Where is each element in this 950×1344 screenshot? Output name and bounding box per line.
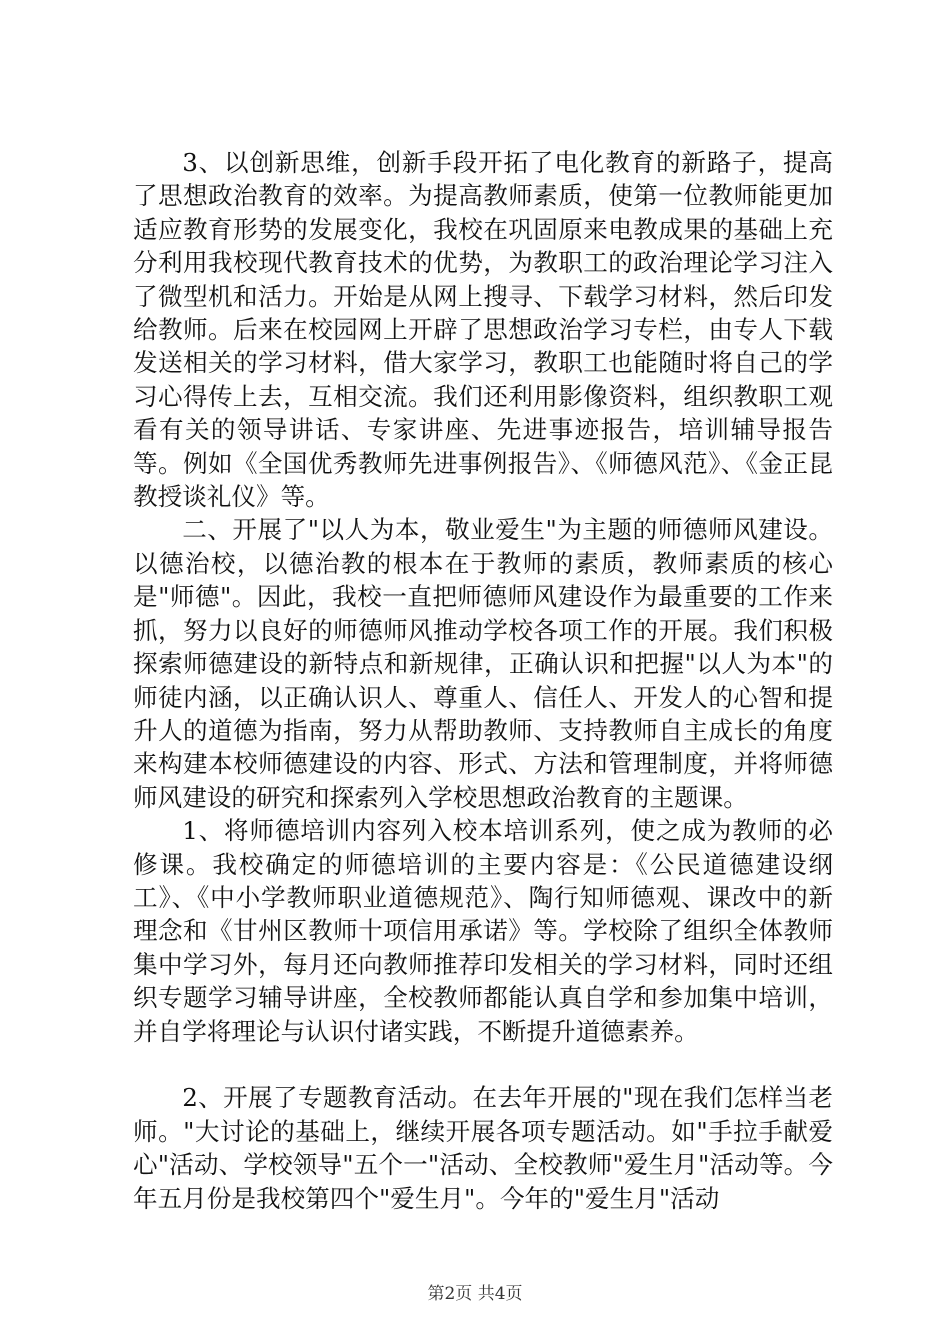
paragraph-training: 1、将师德培训内容列入校本培训系列，使之成为教师的必修课。我校确定的师德培训的主要内容是：《公民道德建设纲工》、《中小学教师职业道德规范》、陶行知师德观、课改中的新理念和《甘州区教师十项信用承诺》等。学校除了组织全体教师集中学习外，每月还向教师推荐印发相关的学习材料，同时还组织专题学习辅导讲座，全校教师都能认真自学和参加集中培训，并自学将理论与认识付诸实践，不断提升道德素养。 (133, 816, 833, 1046)
body-text (133, 146, 833, 1215)
paragraph-e-learning: 3、以创新思维，创新手段开拓了电化教育的新路子，提高了思想政治教育的效率。为提高教师素质，使第一位教师能更加适应教育形势的发展变化，我校在巩固原来电教成果的基础上充分利用我校现代教育技术的优势，为教职工的政治理论学习注入了微型机和活力。开始是从网上搜寻、下载学习材料，然后印发给教师。后来在校园网上开辟了思想政治学习专栏，由专人下载发送相关的学习材料，借大家学习，教职工也能随时将自己的学习心得传上去，互相交流。我们还利用影像资料，组织教职工观看有关的领导讲话、专家讲座、先进事迹报告，培训辅导报告等。例如《全国优秀教师先进事例报告》、《师德风范》、《金正昆教授谈礼仪》等。 (133, 148, 833, 512)
page-footer: 第2页 共4页 (427, 1284, 523, 1304)
paragraph-activities: 2、开展了专题教育活动。在去年开展的"现在我们怎样当老师。"大讨论的基础上，继续开展各项专题活动。如"手拉手献爱心"活动、学校领导"五个一"活动、全校教师"爱生月"活动等。今年五月份是我校第四个"爱生月"。今年的"爱生月"活动 (133, 1083, 833, 1213)
paragraph-teacher-ethics: 二、开展了"以人为本，敬业爱生"为主题的师德师风建设。以德治校，以德治教的根本在于教师的素质，教师素质的核心是"师德"。因此，我校一直把师德师风建设作为最重要的工作来抓，努力以良好的师德师风推动学校各项工作的开展。我们积极探索师德建设的新特点和新规律，正确认识和把握"以人为本"的师徒内涵，以正确认识人、尊重人、信任人、开发人的心智和提升人的道德为指南，努力从帮助教师、支持教师自主成长的角度来构建本校师德建设的内容、形式、方法和管理制度，并将师德师风建设的研究和探索列入学校思想政治教育的主题课。 (133, 515, 833, 812)
